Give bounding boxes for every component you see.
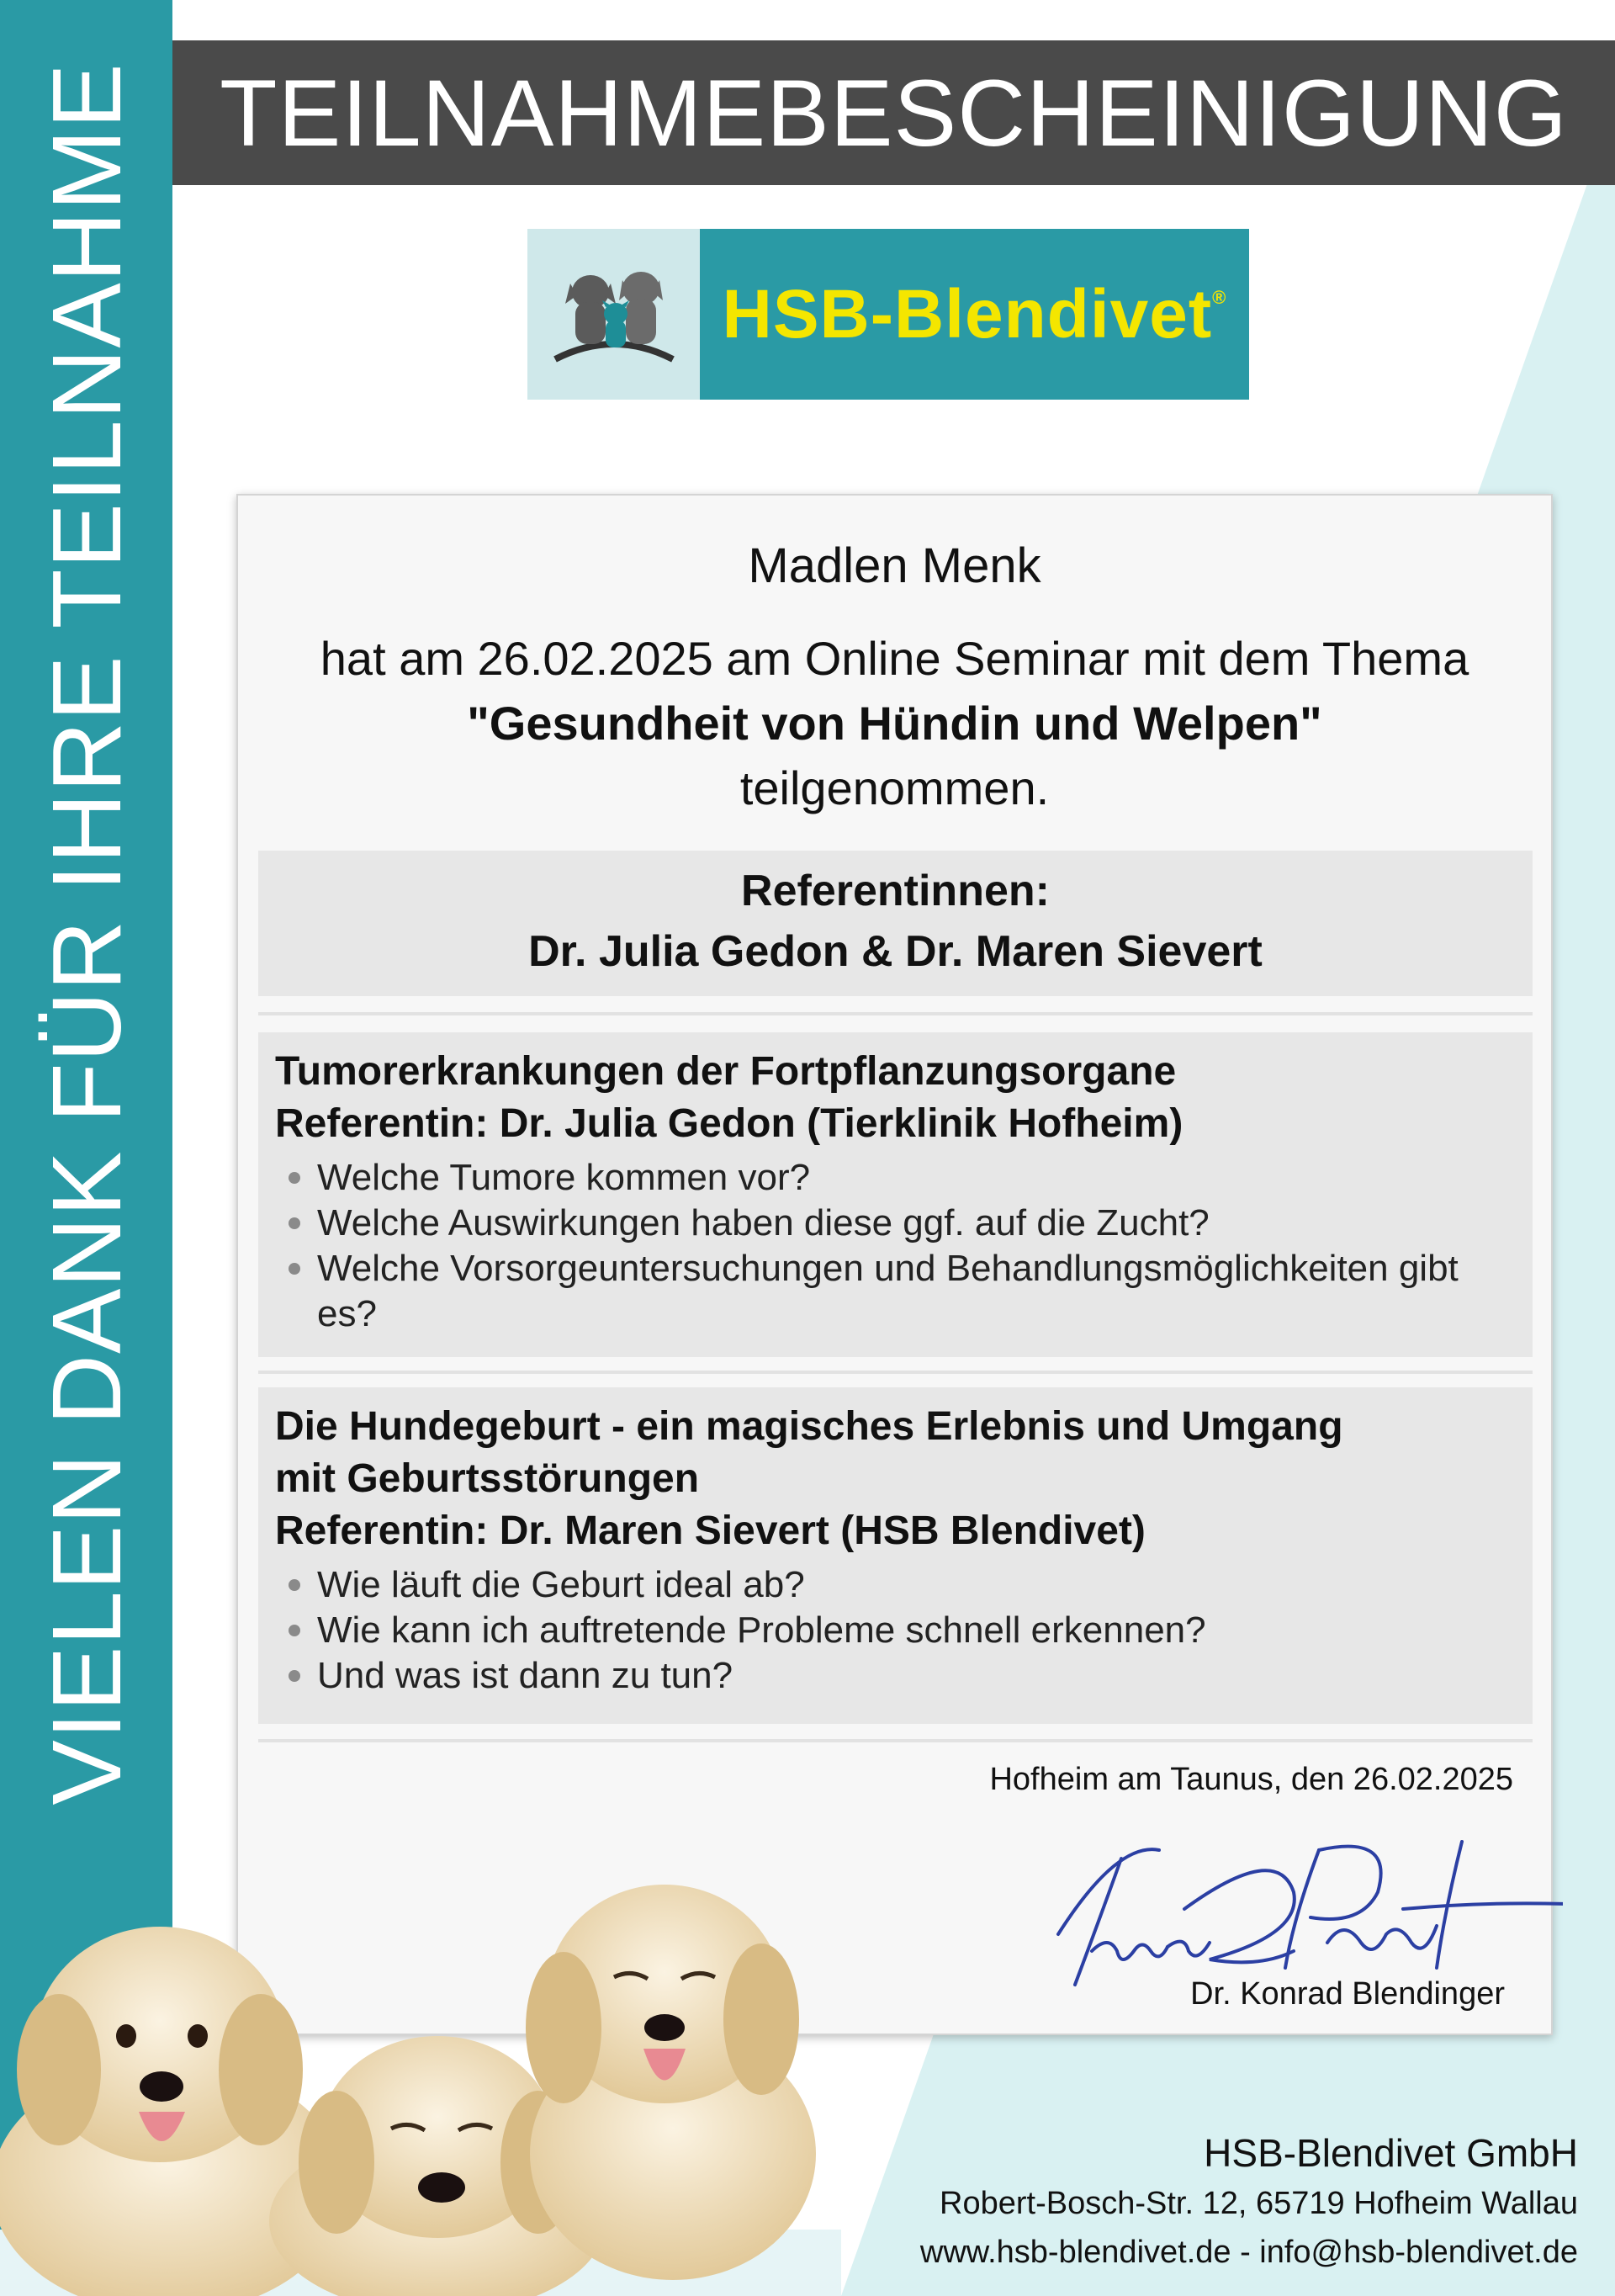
puppies-photo [0, 1834, 841, 2296]
talk-speaker: Referentin: Dr. Julia Gedon (Tierklinik Hofheim) [275, 1101, 1183, 1146]
side-banner-text: VIELEN DANK FÜR IHRE TEILNAHME [31, 62, 141, 1806]
talk-points [275, 1562, 1533, 1699]
statement-end: teilgenommen. [739, 761, 1050, 814]
company-name: HSB-Blendivet GmbH [1204, 2131, 1578, 2175]
statement-line: hat am 26.02.2025 am Online Seminar mit dem Thema [320, 632, 1469, 685]
list-item: Und was ist dann zu tun? [317, 1653, 1533, 1699]
registered-mark: ® [1212, 286, 1227, 308]
signature-image [1041, 1825, 1563, 2002]
logo-wordmark [700, 229, 1249, 400]
talk-title: Tumorerkrankungen der Fortpflanzungsorgane [275, 1049, 1177, 1094]
speakers-heading: Referentinnen: [741, 867, 1050, 915]
talk-points [275, 1155, 1533, 1337]
list-item: Wie läuft die Geburt ideal ab? [317, 1562, 1533, 1608]
divider [258, 1012, 1533, 1015]
list-item: Welche Auswirkungen haben diese ggf. auf die Zucht? [317, 1201, 1533, 1246]
certificate-card [236, 494, 1553, 2035]
speakers-names: Dr. Julia Gedon & Dr. Maren Sievert [528, 927, 1263, 976]
company-footer [920, 2127, 1578, 2277]
speakers-box [258, 851, 1533, 996]
list-item: Welche Vorsorgeuntersuchungen und Behandlungsmöglichkeiten gibt es? [317, 1246, 1533, 1337]
company-logo [527, 229, 1249, 400]
signer-name: Dr. Konrad Blendinger [1190, 1976, 1505, 2012]
talk-block-1 [258, 1032, 1533, 1357]
seminar-topic: "Gesundheit von Hündin und Welpen" [467, 697, 1322, 750]
company-address: Robert-Bosch-Str. 12, 65719 Hofheim Wallau [940, 2186, 1578, 2221]
list-item: Wie kann ich auftretende Probleme schnell erkennen? [317, 1608, 1533, 1653]
company-contact: www.hsb-blendivet.de - info@hsb-blendivet.de [919, 2235, 1578, 2270]
page-title: TEILNAHMEBESCHEINIGUNG [220, 60, 1568, 166]
talk-title: Die Hundegeburt - ein magisches Erlebnis und Umgang [275, 1404, 1343, 1449]
recipient-name: Madlen Menk [748, 538, 1041, 593]
logo-pets-icon [527, 229, 700, 400]
talk-title-continued: mit Geburtsstörungen [275, 1456, 700, 1501]
divider [258, 1739, 1533, 1742]
header-bar [172, 40, 1615, 185]
talk-block-2 [258, 1387, 1533, 1724]
talk-speaker: Referentin: Dr. Maren Sievert (HSB Blendivet) [275, 1509, 1146, 1553]
participation-statement [238, 626, 1551, 820]
logo-brand: HSB-Blendivet [722, 275, 1213, 353]
divider [258, 1371, 1533, 1374]
list-item: Welche Tumore kommen vor? [317, 1155, 1533, 1201]
place-date: Hofheim am Taunus, den 26.02.2025 [989, 1762, 1513, 1797]
